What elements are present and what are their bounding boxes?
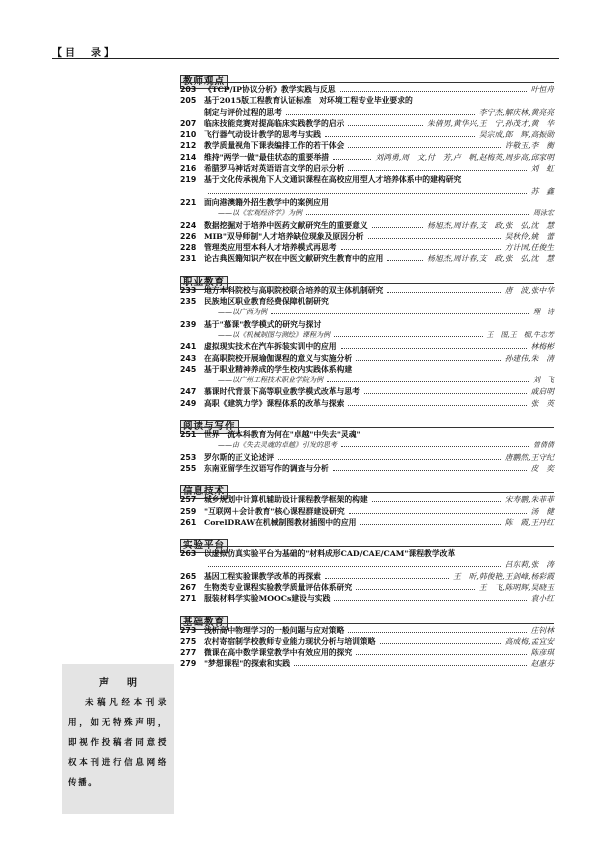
leader-dots xyxy=(341,348,527,349)
entry-title: 地方本科院校与高职院校联合培养的双主体机制研究 xyxy=(204,285,384,295)
entry-title: 虚拟现实技术在汽车拆装实训中的应用 xyxy=(204,342,337,352)
leader-dots xyxy=(325,578,449,579)
section-title: 阅读与写作 xyxy=(180,420,239,434)
notice-box xyxy=(62,664,174,814)
entry-subtitle: ——由《失去灵魂的卓越》引发的思考 xyxy=(218,441,337,450)
leader-dots xyxy=(334,336,483,337)
entry-title: 高职《建筑力学》课程体系的改革与探索 xyxy=(204,398,345,408)
entry-authors: 皮 奕 xyxy=(530,463,554,473)
section-header xyxy=(180,610,554,628)
toc-entry[interactable] xyxy=(180,285,554,296)
entry-authors: 杨旭杰,周计春,支 政,张 弘,沈 慧 xyxy=(427,254,554,264)
entry-authors: 吴秋伶,姚 蕾 xyxy=(504,231,554,241)
entry-authors: 刘 虹 xyxy=(530,164,554,174)
entry-title: 临床技能竞赛对提高临床实践教学的启示 xyxy=(204,118,345,128)
toc-entry[interactable] xyxy=(180,129,554,140)
leader-dots xyxy=(333,159,371,160)
toc-entry[interactable] xyxy=(180,152,554,163)
leader-dots xyxy=(306,214,529,215)
entry-authors: 唐鹏然,王守纪 xyxy=(504,452,554,462)
entry-authors: 曾倩倩 xyxy=(533,441,554,450)
leader-dots xyxy=(387,260,423,261)
section-rule xyxy=(180,427,554,428)
entry-page-number: 249 xyxy=(180,398,197,408)
toc-entry[interactable] xyxy=(180,163,554,174)
toc-entry[interactable] xyxy=(180,353,554,364)
entry-title: 东南亚留学生汉语写作的调查与分析 xyxy=(204,463,329,473)
entry-authors: 周泳宏 xyxy=(533,209,554,218)
leader-dots xyxy=(278,459,501,460)
entry-page-number: 245 xyxy=(180,364,197,374)
entry-title: 基于职业精神养成的学生校内实践体系构建 xyxy=(204,364,353,374)
entry-title: 罗尔斯的正义论述评 xyxy=(204,452,275,462)
entry-title: 教学质量视角下课表编排工作的若干体会 xyxy=(204,141,345,151)
entry-title: 基于2015版工程教育认证标准 对环境工程专业毕业要求的 xyxy=(204,96,413,106)
entry-authors: 唐 波,张中华 xyxy=(504,285,554,295)
toc-entry[interactable] xyxy=(180,571,554,582)
entry-page-number: 267 xyxy=(180,582,197,592)
entry-page-number: 203 xyxy=(180,85,197,94)
entry-page-number: 263 xyxy=(180,549,197,559)
toc-entry[interactable] xyxy=(180,593,554,604)
leader-dots xyxy=(208,566,501,567)
leader-dots xyxy=(340,91,527,92)
toc-entry[interactable] xyxy=(180,647,554,658)
entry-authors: 朱倩男,黄华兴,王 宁,孙茂才,黄 华 xyxy=(427,118,554,128)
section-title: 信息技术 xyxy=(180,485,228,499)
entry-page-number: 241 xyxy=(180,342,197,352)
notice-title: 声明 xyxy=(99,678,155,689)
section-header xyxy=(180,533,554,552)
section-rule xyxy=(180,546,554,547)
entry-authors: 许敬玉,李 衡 xyxy=(504,141,554,151)
toc-entry[interactable] xyxy=(180,231,554,242)
section-title: 职业教育 xyxy=(180,276,228,290)
section-title: 实验平台 xyxy=(180,539,228,553)
entry-authors: 张 英 xyxy=(530,398,554,408)
section-header xyxy=(180,479,554,498)
entry-page-number: 207 xyxy=(180,118,197,128)
leader-dots xyxy=(368,238,501,239)
entry-page-number: 235 xyxy=(180,297,197,307)
toc-entry[interactable] xyxy=(180,658,554,669)
entry-title: CorelDRAW在机械制图教材插图中的应用 xyxy=(204,517,357,527)
entry-authors: 袁小红 xyxy=(530,594,554,604)
toc-entry[interactable] xyxy=(180,452,554,463)
leader-dots xyxy=(356,360,501,361)
entry-page-number: 214 xyxy=(180,152,197,162)
toc-entry[interactable] xyxy=(180,319,554,342)
leader-dots xyxy=(356,589,475,590)
entry-page-number: 233 xyxy=(180,285,197,295)
leader-dots xyxy=(372,501,501,502)
entry-authors: 宋寿鹏,朱菲菲 xyxy=(504,495,554,505)
leader-dots xyxy=(348,147,500,148)
entry-authors: 理 诗 xyxy=(533,308,554,317)
entry-title: 基于文化传承视角下人文通识课程在高校应用型人才培养体系中的建构研究 xyxy=(204,175,462,185)
entry-page-number: 265 xyxy=(180,571,197,581)
leader-dots xyxy=(348,632,526,633)
entry-title: 慕课时代背景下高等职业教学模式改革与思考 xyxy=(204,387,360,397)
entry-subtitle: ——以广西为例 xyxy=(218,308,267,317)
toc-entry[interactable] xyxy=(180,364,554,387)
leader-dots xyxy=(387,292,500,293)
entry-title: 民族地区职业教育经费保障机制研究 xyxy=(204,297,329,307)
section-header xyxy=(180,69,554,87)
entry-title: 面向港澳籍外招生教学中的案例应用 xyxy=(204,197,329,207)
entry-subtitle: ——以广州工程技术职业学院为例 xyxy=(218,376,323,385)
entry-page-number: 277 xyxy=(180,648,197,658)
toc-entry[interactable] xyxy=(180,429,554,452)
leader-dots xyxy=(364,393,527,394)
entry-title: 论古典医籍知识产权在中医文献研究生教育中的应用 xyxy=(204,254,384,264)
toc-entry[interactable] xyxy=(180,341,554,352)
entry-title: "互联网＋会计教育"核心课程群建设研究 xyxy=(204,506,345,516)
entry-page-number: 243 xyxy=(180,353,197,363)
section-title: 基础教育 xyxy=(180,616,228,630)
entry-authors: 戚启明 xyxy=(530,387,554,397)
toc-entry[interactable] xyxy=(180,118,554,129)
leader-dots xyxy=(271,313,529,314)
section-rule xyxy=(180,283,554,284)
entry-authors: 杨旭杰,周计春,支 政,张 弘,沈 慧 xyxy=(427,220,554,230)
entry-page-number: 216 xyxy=(180,164,197,174)
entry-authors: 孙建伟,朱 清 xyxy=(504,353,554,363)
entry-page-number: 273 xyxy=(180,625,197,635)
entry-title: 在高职院校开展瑜伽课程的意义与实施分析 xyxy=(204,353,353,363)
entry-page-number: 253 xyxy=(180,452,197,462)
entry-title: 基因工程实验课教学改革的再探索 xyxy=(204,571,321,581)
entry-page-number: 224 xyxy=(180,220,197,230)
toc-entry[interactable] xyxy=(180,197,554,220)
entry-title: 城乡规划中计算机辅助设计课程教学框架的构建 xyxy=(204,495,368,505)
leader-dots xyxy=(348,405,526,406)
entry-authors: 赵惠芬 xyxy=(530,659,554,669)
leader-dots xyxy=(325,136,475,137)
entry-page-number: 231 xyxy=(180,254,197,264)
entry-page-number: 210 xyxy=(180,130,197,140)
entry-subtitle: ——以《宏观经济学》为例 xyxy=(218,209,302,218)
entry-page-number: 239 xyxy=(180,319,197,329)
entry-authors: 王 飞,陈明辉,吴晓玉 xyxy=(478,582,554,592)
section-header xyxy=(180,270,554,288)
toc-entry[interactable] xyxy=(180,84,554,95)
header-rule xyxy=(52,58,559,59)
toc-entry[interactable] xyxy=(180,548,554,571)
toc-entry[interactable] xyxy=(180,140,554,151)
toc-entry[interactable] xyxy=(180,636,554,647)
toc-entry[interactable] xyxy=(180,95,554,118)
leader-dots xyxy=(380,643,501,644)
leader-dots xyxy=(341,249,501,250)
entry-authors: 汤 健 xyxy=(530,506,554,516)
entry-title-continued: 制定与评价过程的思考 xyxy=(204,107,282,117)
entry-authors: 陈 霞,王丹红 xyxy=(504,517,554,527)
entry-authors: 王 昕,韩俊艳,王剑峰,杨彩霞 xyxy=(453,571,554,581)
entry-title: 服装材料学实验MOOCs建设与实践 xyxy=(204,594,331,604)
entry-authors: 刘鸿勇,周 文,付 芳,卢 帆,赵梅英,周步高,邱家明 xyxy=(375,152,554,162)
toc-entry[interactable] xyxy=(180,253,554,264)
leader-dots xyxy=(356,654,526,655)
entry-page-number: 255 xyxy=(180,463,197,473)
entry-title: MIB"双导师制"人才培养缺位现象及原因分析 xyxy=(204,231,364,241)
entry-authors: 叶恒舟 xyxy=(530,85,554,94)
entry-title: 维持"两学一做"最佳状态的重要举措 xyxy=(204,152,330,162)
section-rule xyxy=(180,492,554,493)
entry-title: 飞行器气动设计教学的思考与实践 xyxy=(204,130,321,140)
toc-entry[interactable] xyxy=(180,296,554,319)
entry-page-number: 259 xyxy=(180,506,197,516)
entry-authors: 林梅彬 xyxy=(530,342,554,352)
entry-title: "梦想课程"的探索和实践 xyxy=(204,659,291,669)
entry-page-number: 247 xyxy=(180,387,197,397)
leader-dots xyxy=(208,193,527,194)
section-title: 教师观点 xyxy=(180,75,228,89)
toc-entry[interactable] xyxy=(180,506,554,517)
entry-page-number: 271 xyxy=(180,594,197,604)
entry-subtitle: ——以《机械制图与测绘》课程为例 xyxy=(218,330,330,339)
entry-title: 浅析高中物理学习的一般问题与应对策略 xyxy=(204,625,345,635)
entry-title: 《TCP/IP协议分析》教学实践与反思 xyxy=(204,85,336,94)
entry-page-number: 219 xyxy=(180,175,197,185)
leader-dots xyxy=(372,227,423,228)
entry-page-number: 257 xyxy=(180,495,197,505)
entry-page-number: 279 xyxy=(180,659,197,669)
leader-dots xyxy=(360,524,500,525)
leader-dots xyxy=(327,381,529,382)
toc-entry[interactable] xyxy=(180,398,554,409)
leader-dots xyxy=(333,470,527,471)
toc-entry[interactable] xyxy=(180,517,554,528)
entry-authors: 李宁杰,解庆林,黄亮亮 xyxy=(478,107,554,117)
toc-entry[interactable] xyxy=(180,494,554,505)
entry-title: 管理类应用型本科人才培养模式再思考 xyxy=(204,243,337,253)
entry-authors: 苏 鑫 xyxy=(530,186,554,196)
toc-header-label: 【目 录】 xyxy=(52,48,117,59)
entry-page-number: 275 xyxy=(180,636,197,646)
entry-page-number: 212 xyxy=(180,141,197,151)
leader-dots xyxy=(341,446,529,447)
entry-authors: 王 图,王 榴,牛志芳 xyxy=(486,330,554,339)
entry-page-number: 226 xyxy=(180,231,197,241)
leader-dots xyxy=(286,114,475,115)
entry-title: 农村寄宿制学校教师专业能力现状分析与培训策略 xyxy=(204,636,376,646)
entry-title: 希腊罗马神话对英语语言文学的启示分析 xyxy=(204,164,345,174)
leader-dots xyxy=(348,125,423,126)
entry-authors: 吴宗成,郎 辉,高振勋 xyxy=(478,130,554,140)
toc-entry[interactable] xyxy=(180,242,554,253)
entry-page-number: 205 xyxy=(180,96,197,106)
entry-page-number: 221 xyxy=(180,197,197,207)
entry-title: 生物类专业课程实验教学质量评估体系研究 xyxy=(204,582,353,592)
entry-authors: 吕东莉,张 涛 xyxy=(504,560,554,570)
toc-entry[interactable] xyxy=(180,625,554,636)
toc-entry[interactable] xyxy=(180,463,554,474)
entry-title: 基于"慕课"教学模式的研究与探讨 xyxy=(204,319,322,329)
entry-authors: 高成梅,孟宜安 xyxy=(504,636,554,646)
entry-page-number: 251 xyxy=(180,430,197,440)
entry-title: 微课在高中数学课堂教学中有效应用的探究 xyxy=(204,648,353,658)
section-header xyxy=(180,414,554,433)
section-rule xyxy=(180,623,554,624)
entry-title: 数据挖掘对于培养中医药文献研究生的重要意义 xyxy=(204,220,368,230)
toc-entry[interactable] xyxy=(180,386,554,397)
toc-entry[interactable] xyxy=(180,582,554,593)
section-rule xyxy=(180,82,554,83)
entry-page-number: 261 xyxy=(180,517,197,527)
entry-title: 以虚拟仿真实验平台为基础的"材料成形CAD/CAE/CAM"课程教学改革 xyxy=(204,549,456,559)
entry-page-number: 228 xyxy=(180,243,197,253)
toc-entry[interactable] xyxy=(180,174,554,197)
entry-authors: 刘 飞 xyxy=(533,376,554,385)
entry-authors: 庄钊林 xyxy=(530,625,554,635)
entry-authors: 陈彦琪 xyxy=(530,648,554,658)
leader-dots xyxy=(334,600,526,601)
leader-dots xyxy=(348,170,526,171)
table-of-contents xyxy=(180,64,554,670)
toc-entry[interactable] xyxy=(180,220,554,231)
entry-title: 世界一流本科教育为何在"卓越"中失去"灵魂" xyxy=(204,430,361,440)
leader-dots xyxy=(349,513,527,514)
leader-dots xyxy=(294,665,527,666)
entry-authors: 方计国,任俊生 xyxy=(504,243,554,253)
notice-body: 未稿凡经本刊录用，如无特殊声明，即视作投稿者同意授权本刊进行信息网络传播。 xyxy=(68,698,168,788)
